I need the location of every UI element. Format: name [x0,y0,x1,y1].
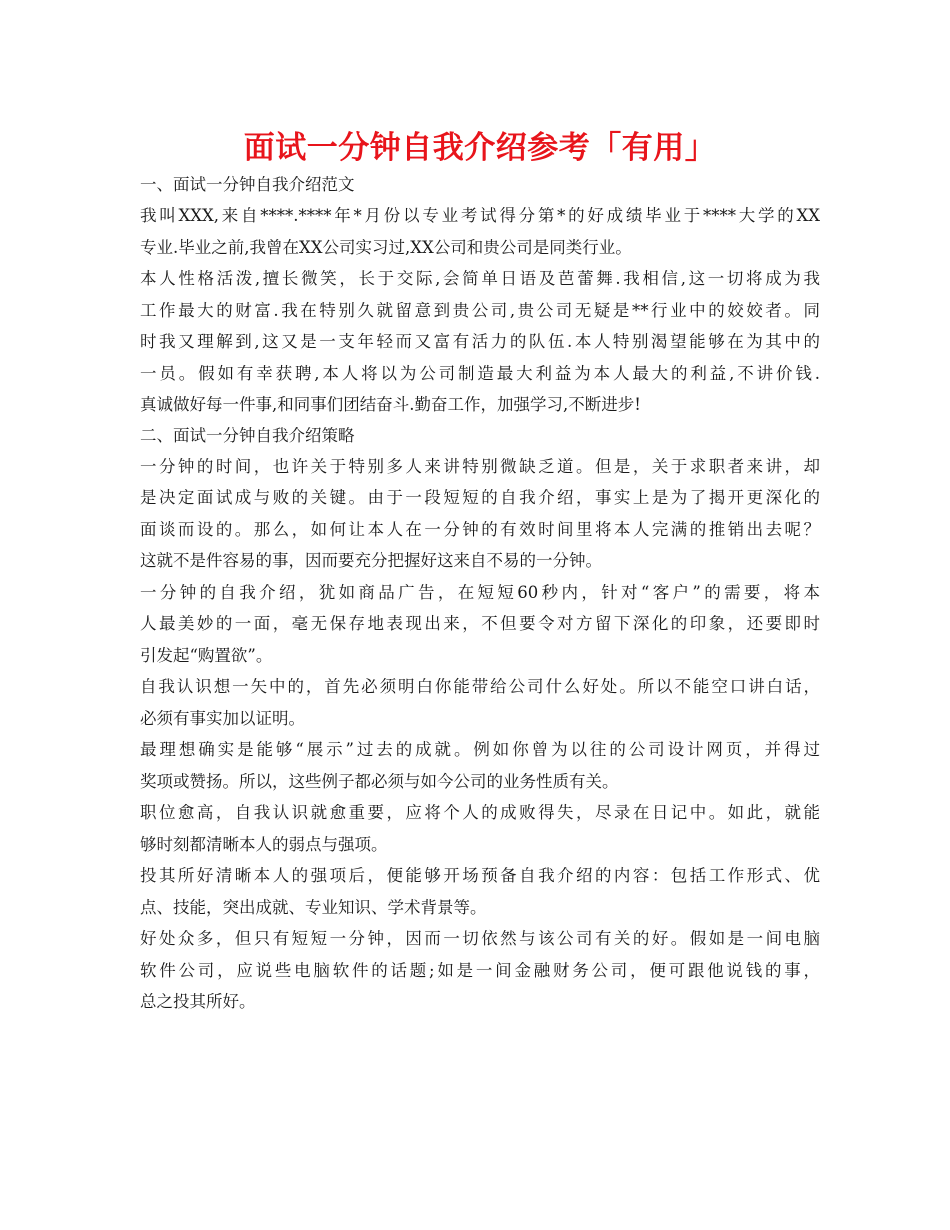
text-line: 本人性格活泼,擅长微笑，长于交际,会简单日语及芭蕾舞.我相信,这一切将成为我 [140,269,820,288]
text-line: 我叫XXX,来自****.****年*月份以专业考试得分第*的好成绩毕业于****大学的XX [140,206,820,225]
section-heading-1: 一、面试一分钟自我介绍范文 [140,175,355,194]
text-line: 引发起“购置欲”。 [140,645,273,665]
document-title: 面试一分钟自我介绍参考「有用」 [243,130,717,166]
text-line: 奖项或赞扬。所以，这些例子都必须与如今公司的业务性质有关。 [140,771,619,791]
text-line: 最理想确实是能够“展示”过去的成就。例如你曾为以往的公司设计网页，并得过 [140,740,820,759]
text-line: 一分钟的自我介绍，犹如商品广告，在短短60秒内，针对“客户”的需要，将本 [140,582,820,602]
text-line: 面谈而设的。那么，如何让本人在一分钟的有效时间里将本人完满的推销出去呢？ [140,519,820,539]
text-line: 工作最大的财富.我在特别久就留意到贵公司,贵公司无疑是**行业中的姣姣者。同 [140,300,820,320]
paragraph-s2-2 [140,577,820,672]
paragraph-s2-3 [140,671,820,734]
text-line: 职位愈高，自我认识就愈重要，应将个人的成败得失，尽录在日记中。如此，就能 [140,803,820,822]
text-line: 自我认识想一矢中的，首先必须明白你能带给公司什么好处。所以不能空口讲白话， [140,677,820,696]
document-page [140,128,820,1018]
text-line: 时我又理解到,这又是一支年轻而又富有活力的队伍.本人特别渴望能够在为其中的 [140,332,820,351]
text-line: 真诚做好每一件事,和同事们团结奋斗.勤奋工作，加强学习,不断进步! [140,395,641,414]
text-line: 软件公司，应说些电脑软件的话题;如是一间金融财务公司，便可跟他说钱的事， [140,960,820,980]
paragraph-s2-1 [140,451,820,577]
paragraph-s2-7 [140,923,820,1018]
paragraph-s1-1 [140,200,820,263]
paragraph-s2-4 [140,734,820,797]
text-line: 点、技能，突出成就、专业知识、学术背景等。 [140,897,487,917]
text-line: 人最美妙的一面，毫无保存地表现出来，不但要令对方留下深化的印象，还要即时 [140,614,820,633]
text-line: 够时刻都清晰本人的弱点与强项。 [140,834,388,854]
text-line: 总之投其所好。 [140,992,256,1011]
paragraph-s2-6 [140,860,820,923]
text-line: 必须有事实加以证明。 [140,708,305,728]
text-line: 投其所好清晰本人的强项后，便能够开场预备自我介绍的内容：包括工作形式、优 [140,866,820,885]
section-heading-2: 二、面试一分钟自我介绍策略 [140,425,355,445]
text-line: 专业.毕业之前,我曾在XX公司实习过,XX公司和贵公司是同类行业。 [140,237,632,257]
text-line: 好处众多，但只有短短一分钟，因而一切依然与该公司有关的好。假如是一间电脑 [140,929,820,948]
text-line: 一分钟的时间，也许关于特别多人来讲特别微缺乏道。但是，关于求职者来讲，却 [140,456,820,476]
text-line: 一员。假如有幸获聘,本人将以为公司制造最大利益为本人最大的利益,不讲价钱. [140,363,820,383]
paragraph-s2-5 [140,797,820,860]
text-line: 这就不是件容易的事，因而要充分把握好这来自不易的一分钟。 [140,551,602,570]
text-line: 是决定面试成与败的关键。由于一段短短的自我介绍，事实上是为了揭开更深化的 [140,488,820,507]
paragraph-s1-2 [140,263,820,421]
